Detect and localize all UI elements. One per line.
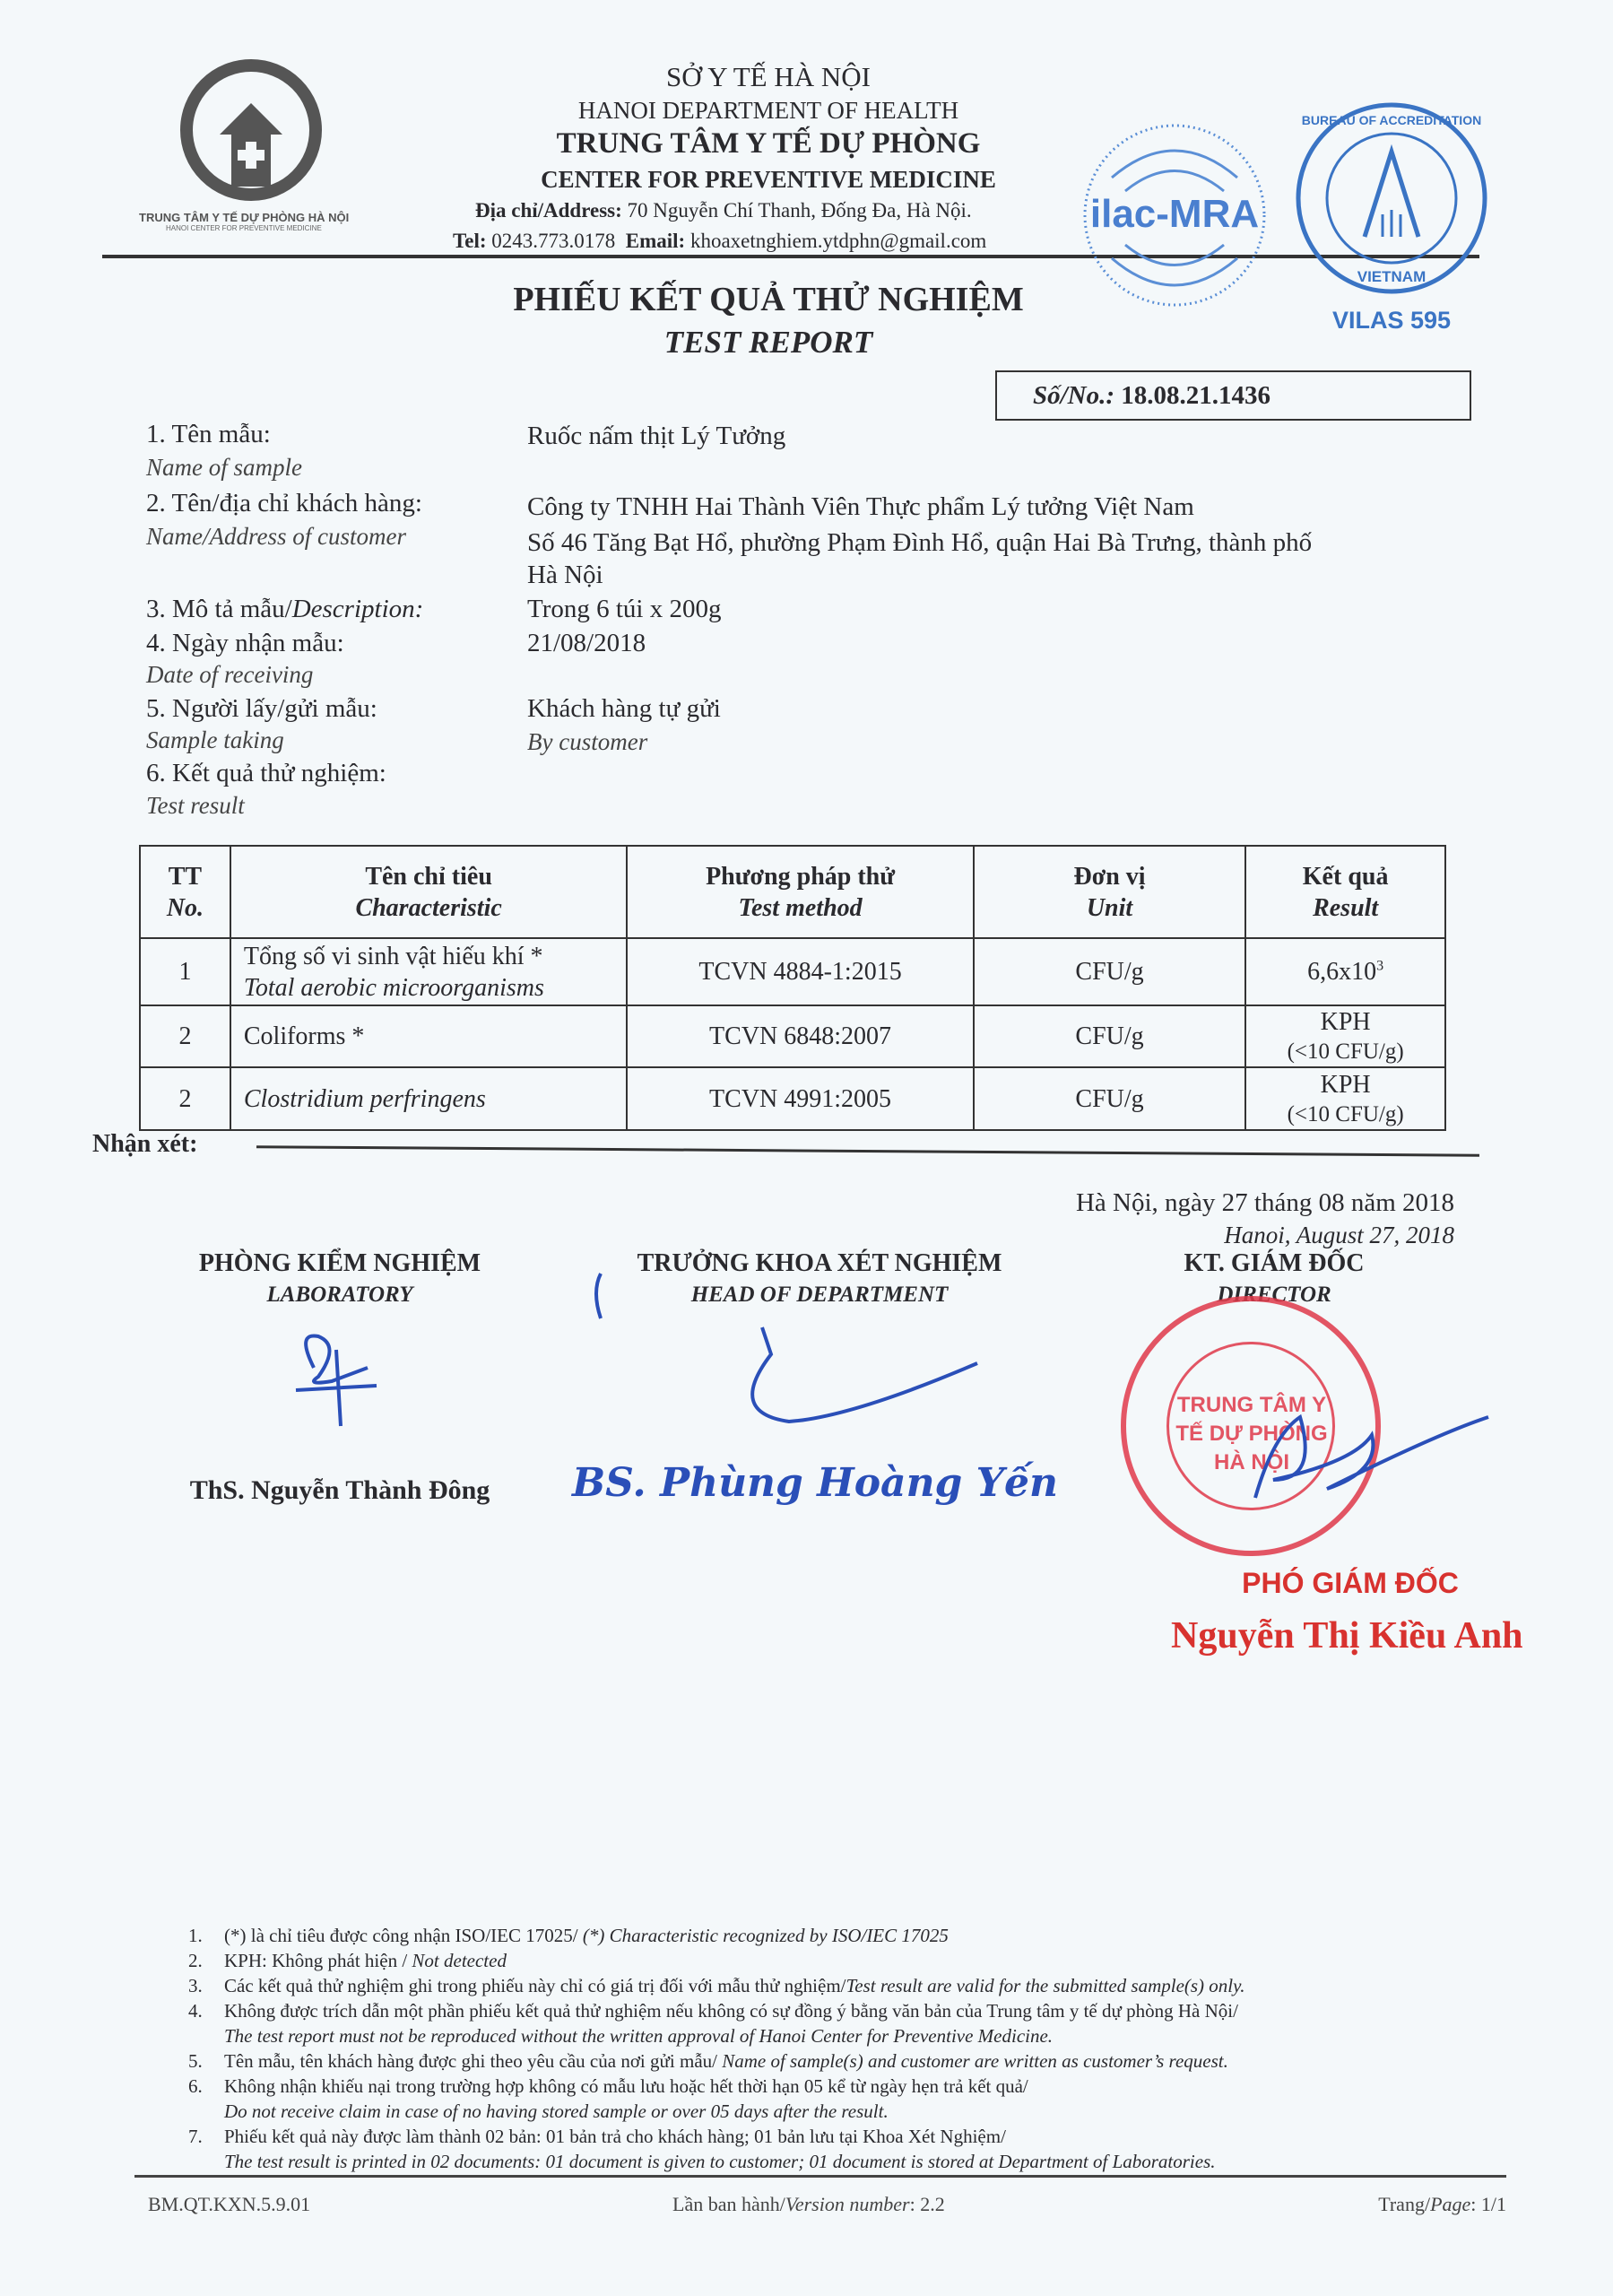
report-date-en: Hanoi, August 27, 2018 — [1224, 1222, 1454, 1248]
field-label-en: Test result — [146, 792, 245, 819]
cell-characteristic: Tổng số vi sinh vật hiếu khí * Total aerobic microorganisms — [230, 938, 627, 1005]
form-code: BM.QT.KXN.5.9.01 — [148, 2193, 311, 2215]
signature-head — [583, 1256, 986, 1435]
cell-result: KPH (<10 CFU/g) — [1245, 1067, 1445, 1130]
cell-no: 1 — [140, 938, 230, 1005]
cell-unit: CFU/g — [974, 1005, 1246, 1067]
official-stamp: TRUNG TÂM Y TẾ DỰ PHÒNG HÀ NỘI — [1121, 1296, 1381, 1556]
table-row — [140, 938, 1445, 1005]
note-item: 5. Tên mẫu, tên khách hàng được ghi theo yêu cầu của nơi gửi mẫu/ Name of sample(s) and customer are written as customer’s request. — [188, 2050, 1228, 2072]
col-result: Kết quả Result — [1245, 846, 1445, 938]
field-label: 4. Ngày nhận mẫu: — [146, 629, 344, 657]
center-en: CENTER FOR PREVENTIVE MEDICINE — [541, 166, 996, 193]
svg-text:ilac-MRA: ilac-MRA — [1089, 192, 1260, 236]
bureau-of-accreditation-seal: VIETNAM BUREAU OF ACCREDITATION VILAS 595 — [1288, 102, 1495, 335]
svg-text:VIETNAM: VIETNAM — [1357, 268, 1427, 285]
note-item: 1. (*) là chỉ tiêu được công nhận ISO/IEC 17025/ (*) Characteristic recognized by ISO/IEC 17025 — [188, 1925, 949, 1946]
signature-director — [1219, 1381, 1506, 1525]
col-unit: Đơn vị Unit — [974, 846, 1246, 938]
field-label-en: Sample taking — [146, 726, 284, 753]
note-item: 2. KPH: Không phát hiện / Not detected — [188, 1950, 507, 1971]
results-table — [139, 845, 1446, 1131]
page-number: Trang/Page: 1/1 — [1378, 2193, 1506, 2215]
sample-name: Ruốc nấm thịt Lý Tưởng — [527, 422, 786, 450]
field-label: 6. Kết quả thử nghiệm: — [146, 759, 386, 787]
remarks-line — [256, 1145, 1479, 1157]
description: Trong 6 túi x 200g — [527, 595, 722, 623]
ilac-mra-logo — [1076, 115, 1273, 317]
cell-characteristic: Clostridium perfringens — [230, 1067, 627, 1130]
sig-head-title: TRƯỞNG KHOA XÉT NGHIỆM — [637, 1249, 1002, 1277]
col-characteristic: Tên chỉ tiêu Characteristic — [230, 846, 627, 938]
cell-unit: CFU/g — [974, 1067, 1246, 1130]
sig-lab-title-en: LABORATORY — [266, 1283, 413, 1307]
note-item: 4. Không được trích dẫn một phần phiếu kết quả thử nghiệm nếu không có sự đồng ý bằng văn bản của Trung tâm y tế dự phòng Hà Nội/ The test report must not be reproduced without the written approval of Hanoi Center for Preventive Medicine. — [188, 2000, 1238, 2047]
customer-address: Số 46 Tăng Bạt Hổ, phường Phạm Đình Hổ, quận Hai Bà Trưng, thành phố — [527, 528, 1313, 557]
sig-head-name: BS. Phùng Hoàng Yến — [571, 1460, 1059, 1506]
field-label: 1. Tên mẫu: — [146, 420, 271, 448]
field-label-en: Name/Address of customer — [146, 523, 406, 550]
note-item: 3. Các kết quả thử nghiệm ghi trong phiếu này chỉ có giá trị đối với mẫu thử nghiệm/Test result are valid for the submitted sample(s) only. — [188, 1975, 1245, 1996]
note-item: 6. Không nhận khiếu nại trong trường hợp không có mẫu lưu hoặc hết thời hạn 05 kể từ ngày hẹn trả kết quả/ Do not receive claim in case of no having stored sample or over 05 days after the result. — [188, 2075, 1028, 2122]
report-number-box: Số/No.: 18.08.21.1436 — [995, 370, 1471, 421]
contact-line: Tel: 0243.773.0178 Email: khoaxetnghiem.ytdphn@gmail.com — [453, 230, 987, 252]
footnotes — [188, 1923, 1245, 2174]
dept-en: HANOI DEPARTMENT OF HEALTH — [577, 97, 959, 124]
version-number: Lần ban hành/Version number: 2.2 — [672, 2193, 945, 2215]
sig-head-title-en: HEAD OF DEPARTMENT — [690, 1283, 949, 1307]
cell-no: 2 — [140, 1005, 230, 1067]
dept-vn: SỞ Y TẾ HÀ NỘI — [666, 61, 871, 92]
sig-lab-name: ThS. Nguyễn Thành Đông — [189, 1475, 490, 1505]
sig-director-title: KT. GIÁM ĐỐC — [1184, 1249, 1365, 1277]
signature-lab — [278, 1314, 395, 1431]
customer-name: Công ty TNHH Hai Thành Viên Thực phẩm Lý tưởng Việt Nam — [527, 492, 1194, 521]
table-row — [140, 1005, 1445, 1067]
col-method: Phương pháp thử Test method — [627, 846, 973, 938]
cell-result: $6,6x10^3$ — [1245, 938, 1445, 1005]
sample-taking-en: By customer — [527, 728, 648, 755]
report-title-vn: PHIẾU KẾT QUẢ THỬ NGHIỆM — [513, 281, 1024, 318]
field-label-en: Name of sample — [146, 454, 302, 481]
report-title-en: TEST REPORT — [663, 325, 873, 360]
field-label: 5. Người lấy/gửi mẫu: — [146, 694, 377, 723]
col-no: TT No. — [140, 846, 230, 938]
table-header-row — [140, 846, 1445, 938]
table-row — [140, 1067, 1445, 1130]
date-received: 21/08/2018 — [527, 629, 646, 657]
field-label-en: Date of receiving — [146, 661, 314, 688]
note-item: 7. Phiếu kết quả này được làm thành 02 bản: 01 bản trả cho khách hàng; 01 bản lưu tại Khoa Xét Nghiệm/ The test result is printed in 02 documents: 01 document is given to customer; 01 document is stored at Department of Laboratories. — [188, 2126, 1216, 2172]
cell-method: TCVN 4991:2005 — [627, 1067, 973, 1130]
sig-director-role: PHÓ GIÁM ĐỐC — [1242, 1567, 1459, 1599]
address-line: Địa chỉ/Address: 70 Nguyễn Chí Thanh, Đống Đa, Hà Nội. — [475, 199, 972, 222]
footer-divider — [134, 2175, 1506, 2178]
customer-address-2: Hà Nội — [527, 561, 603, 589]
sig-director-name: Nguyễn Thị Kiều Anh — [1171, 1615, 1523, 1657]
report-date-vn: Hà Nội, ngày 27 tháng 08 năm 2018 — [1075, 1188, 1454, 1217]
sample-taking: Khách hàng tự gửi — [527, 694, 721, 723]
center-logo: TRUNG TÂM Y TẾ DỰ PHÒNG HÀ NỘI HANOI CENTER FOR PREVENTIVE MEDICINE — [170, 54, 332, 247]
sig-director-title-en: DIRECTOR — [1217, 1283, 1331, 1307]
cell-method: TCVN 4884-1:2015 — [627, 938, 973, 1005]
field-label: 2. Tên/địa chỉ khách hàng: — [146, 489, 422, 517]
cell-unit: CFU/g — [974, 938, 1246, 1005]
cell-method: TCVN 6848:2007 — [627, 1005, 973, 1067]
center-vn: TRUNG TÂM Y TẾ DỰ PHÒNG — [556, 127, 981, 160]
cell-characteristic: Coliforms * — [230, 1005, 627, 1067]
sig-lab-title: PHÒNG KIỂM NGHIỆM — [198, 1249, 481, 1277]
cell-no: 2 — [140, 1067, 230, 1130]
svg-text:BUREAU OF ACCREDITATION: BUREAU OF ACCREDITATION — [1301, 113, 1482, 127]
remarks-label: Nhận xét: — [92, 1130, 198, 1158]
cell-result: KPH (<10 CFU/g) — [1245, 1005, 1445, 1067]
field-label: 3. Mô tả mẫu/Description: — [146, 595, 424, 623]
